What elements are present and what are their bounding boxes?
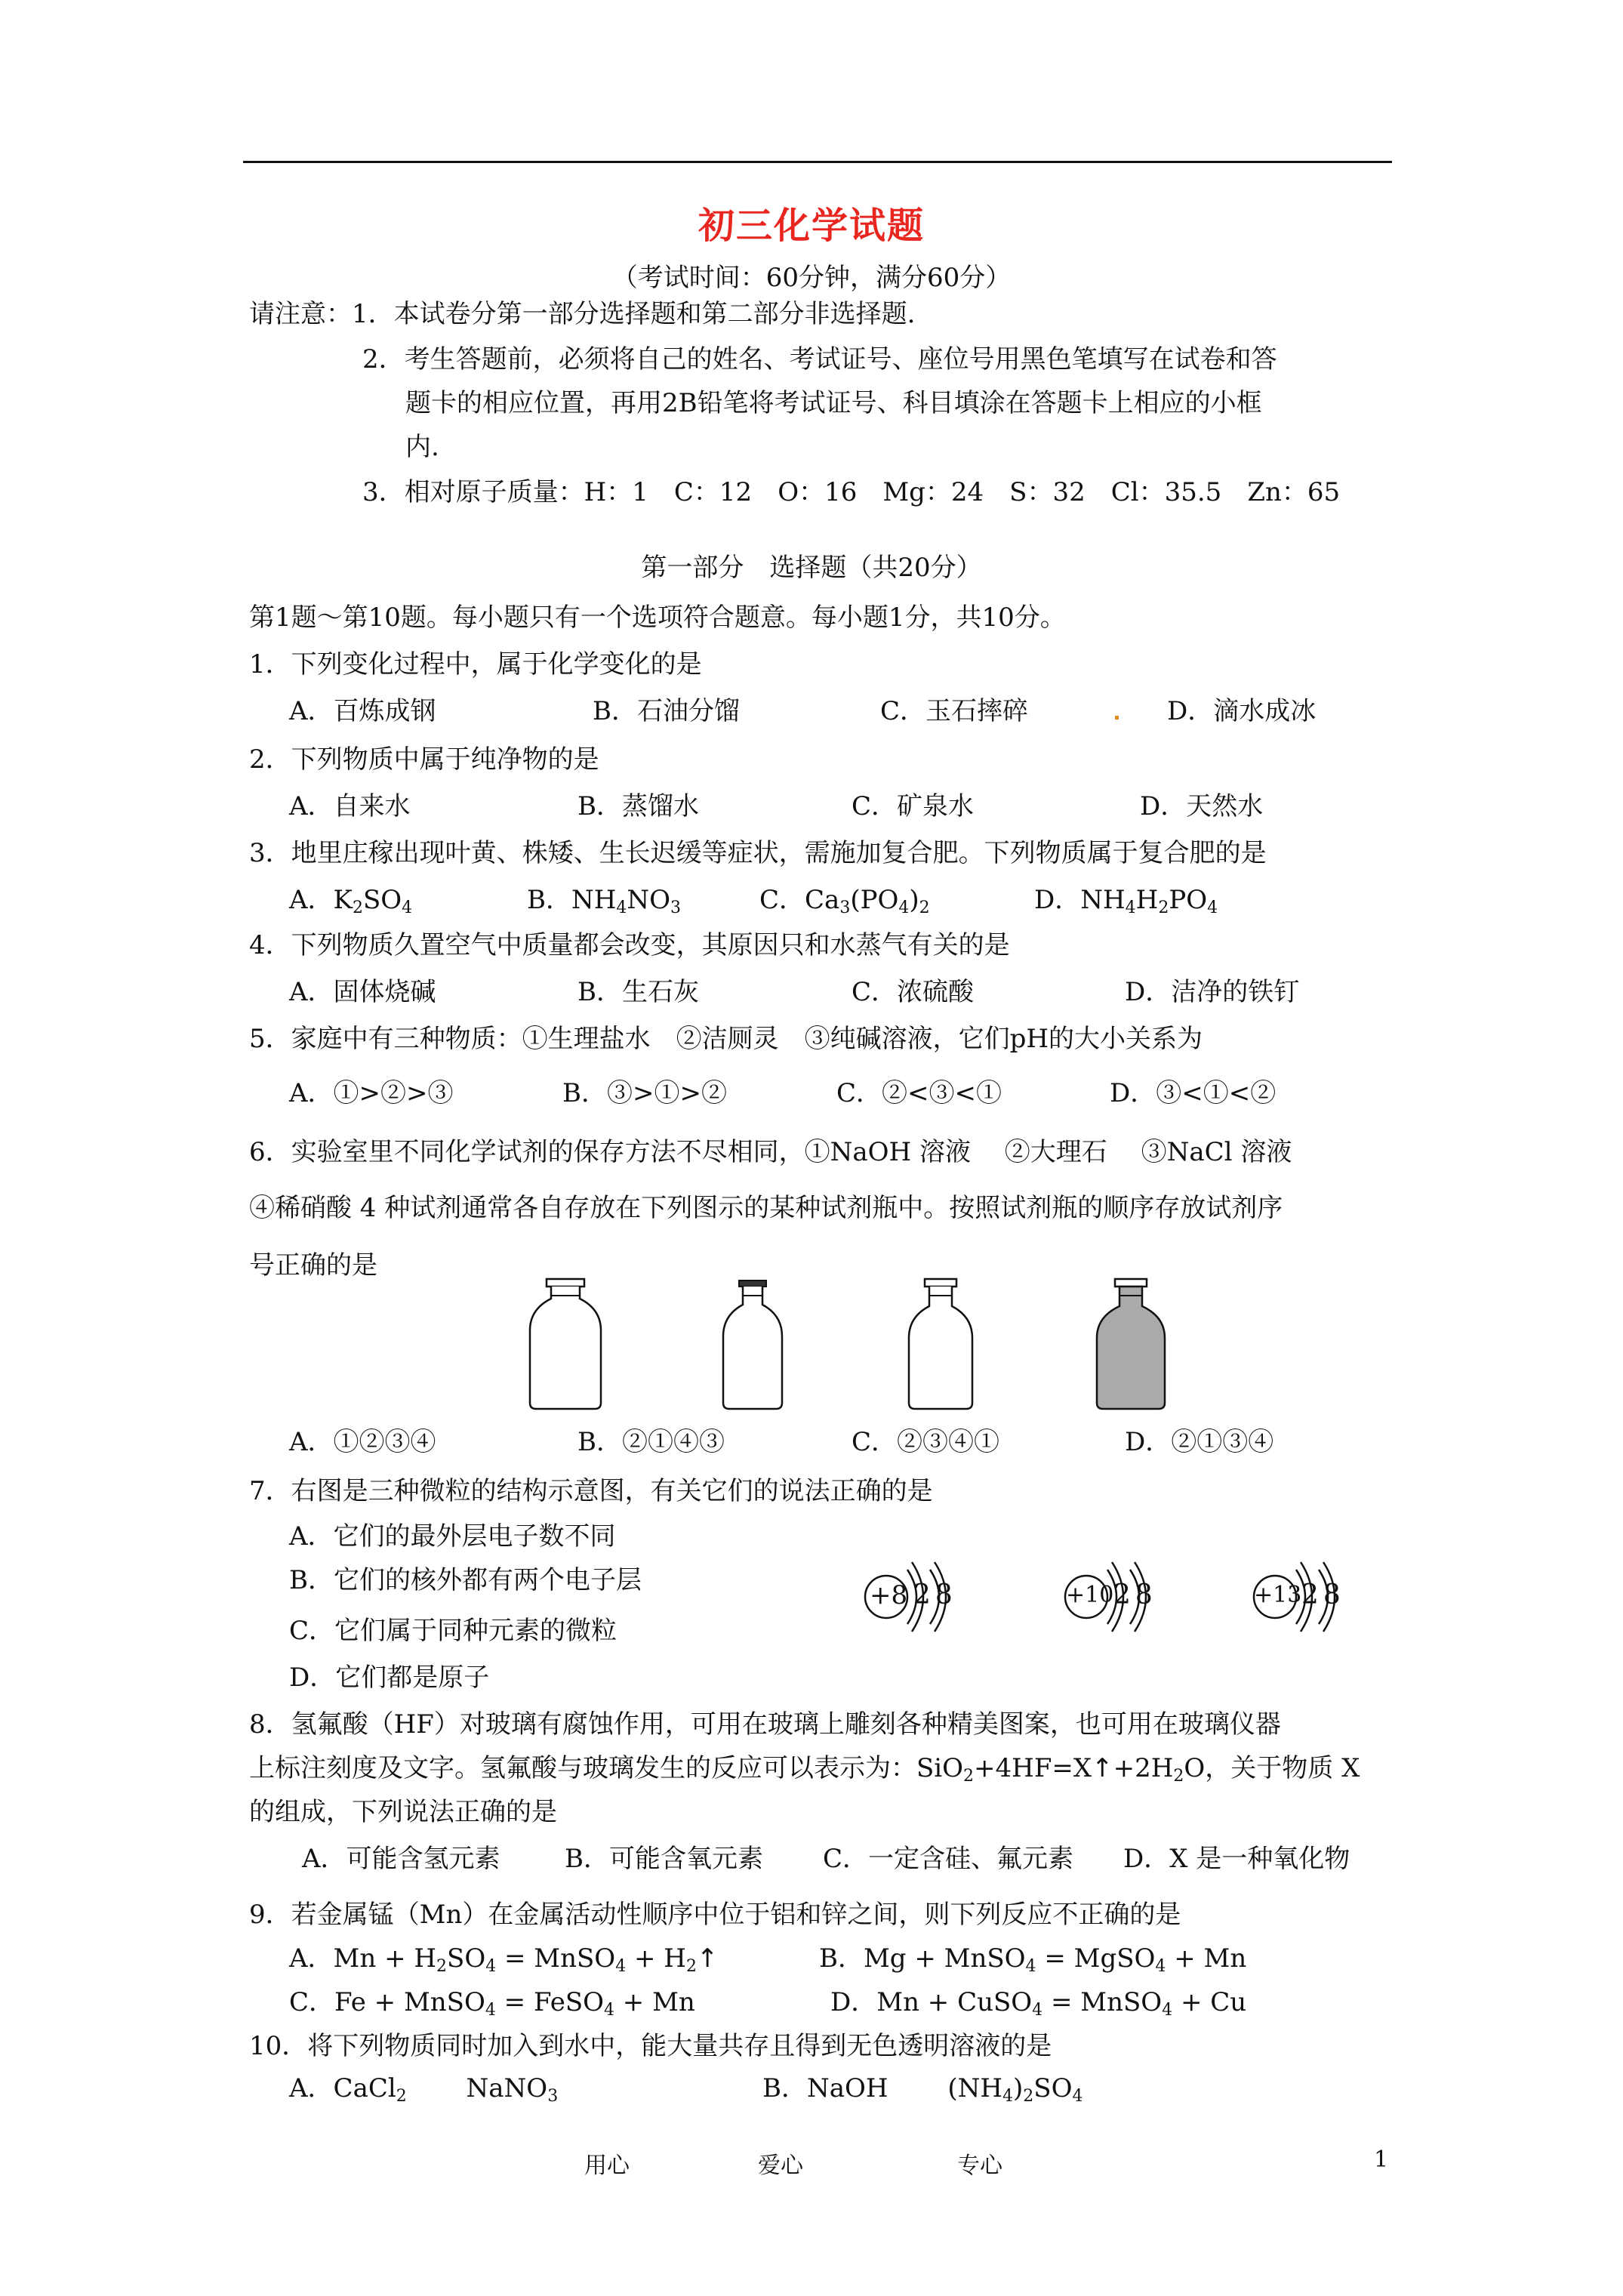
- q6-line-2: ④稀硝酸 4 种试剂通常各自存放在下列图示的某种试剂瓶中。按照试剂瓶的顺序存放试剂序: [249, 1193, 1283, 1223]
- q6-option-d: D．②①③④: [1125, 1427, 1274, 1457]
- q2-option-d: D．天然水: [1140, 791, 1264, 821]
- header-rule: [243, 161, 1392, 163]
- q7-option-c: C．它们属于同种元素的微粒: [289, 1616, 617, 1646]
- q1-option-d: D．滴水成冰: [1167, 696, 1317, 726]
- q9-stem: 9．若金属锰（Mn）在金属活动性顺序中位于铝和锌之间，则下列反应不正确的是: [249, 1900, 1181, 1930]
- q1-option-c: C．玉石摔碎: [880, 696, 1029, 726]
- exam-info: （考试时间：60分钟，满分60分）: [611, 263, 1012, 293]
- q3-option-c: C．$Ca_3(PO_4)_2$: [759, 885, 930, 917]
- note-2-line-3: 内.: [405, 432, 439, 462]
- stray-dot: [1115, 716, 1119, 720]
- q3-option-a: A．$K_2SO_4$: [289, 885, 413, 917]
- note-2-line-1: 2．考生答题前，必须将自己的姓名、考试证号、座位号用黑色笔填写在试卷和答: [362, 344, 1277, 374]
- q3-option-d: D．$NH_4H_2PO_4$: [1034, 885, 1218, 917]
- q8-line-2: 上标注刻度及文字。氢氟酸与玻璃发生的反应可以表示为：$SiO_2+4HF=X↑+2H_2O$，关于物质 X: [249, 1753, 1360, 1786]
- q6-line-1: 6．实验室里不同化学试剂的保存方法不尽相同，①NaOH 溶液 ②大理石 ③NaCl 溶液: [249, 1137, 1292, 1167]
- page-title: 初三化学试题: [698, 205, 925, 247]
- q4-stem: 4．下列物质久置空气中质量都会改变，其原因只和水蒸气有关的是: [249, 930, 1010, 960]
- q6-option-a: A．①②③④: [289, 1427, 436, 1457]
- atom-2-nucleus: +10: [1066, 1582, 1114, 1608]
- atom-1-nucleus: +8: [870, 1580, 908, 1610]
- q2-option-b: B．蒸馏水: [577, 791, 699, 821]
- q1-option-a: A．百炼成钢: [289, 696, 436, 726]
- q9-option-b: B．Mg + MnSO$_4$ = MgSO$_4$ + Mn: [819, 1943, 1247, 1976]
- q4-option-b: B．生石灰: [577, 977, 699, 1007]
- q1-option-b: B．石油分馏: [593, 696, 740, 726]
- narrow-mouth-bottle-dropper-icon: [719, 1276, 787, 1412]
- note-3: 3．相对原子质量：H：1 C：12 O：16 Mg：24 S：32 Cl：35.5 Zn：65: [362, 477, 1341, 507]
- note-1: 请注意：1．本试卷分第一部分选择题和第二部分非选择题.: [249, 299, 916, 329]
- q8-option-b: B．可能含氧元素: [565, 1844, 763, 1874]
- q10-stem: 10．将下列物质同时加入到水中，能大量共存且得到无色透明溶液的是: [249, 2031, 1052, 2061]
- q9-option-c: C．Fe + MnSO$_4$ = FeSO$_4$ + Mn: [289, 1987, 695, 2020]
- q8-line-3: 的组成，下列说法正确的是: [249, 1797, 557, 1827]
- footer-middle: 爱心: [758, 2153, 803, 2179]
- atom-2-shells: 28: [1113, 1579, 1157, 1610]
- q7-stem: 7．右图是三种微粒的结构示意图，有关它们的说法正确的是: [249, 1476, 933, 1506]
- narrow-mouth-bottle-brown-icon: [1091, 1276, 1171, 1412]
- q8-option-c: C．一定含硅、氟元素: [823, 1844, 1074, 1874]
- q6-line-3: 号正确的是: [249, 1250, 377, 1281]
- q5-stem: 5．家庭中有三种物质：①生理盐水 ②洁厕灵 ③纯碱溶液，它们pH的大小关系为: [249, 1024, 1203, 1054]
- narrow-mouth-bottle-clear-icon: [904, 1276, 977, 1412]
- note-2-line-2: 题卡的相应位置，再用2B铅笔将考试证号、科目填涂在答题卡上相应的小框: [405, 388, 1262, 418]
- wide-mouth-bottle-clear-icon: [524, 1276, 607, 1412]
- footer-right: 专心: [957, 2153, 1002, 2179]
- footer-left: 用心: [584, 2153, 630, 2179]
- q7-option-b: B．它们的核外都有两个电子层: [289, 1565, 642, 1595]
- atom-3-shells: 28: [1301, 1579, 1345, 1610]
- q8-option-d: D．X 是一种氧化物: [1123, 1844, 1350, 1874]
- q8-line-1: 8．氢氟酸（HF）对玻璃有腐蚀作用，可用在玻璃上雕刻各种精美图案，也可用在玻璃仪器: [249, 1709, 1281, 1740]
- q6-option-b: B．②①④③: [577, 1427, 725, 1457]
- q9-option-d: D．Mn + CuSO$_4$ = MnSO$_4$ + Cu: [830, 1987, 1247, 2020]
- q5-option-c: C．②<③<①: [836, 1078, 1002, 1108]
- q4-option-c: C．浓硫酸: [852, 977, 975, 1007]
- q5-option-a: A．①>②>③: [289, 1078, 454, 1108]
- q3-option-b: B．$NH_4NO_3$: [527, 885, 682, 917]
- part1-instruction: 第1题～第10题。每小题只有一个选项符合题意。每小题1分，共10分。: [249, 603, 1066, 633]
- q4-option-a: A．固体烧碱: [289, 977, 436, 1007]
- q2-stem: 2．下列物质中属于纯净物的是: [249, 744, 599, 775]
- page-number: 1: [1374, 2147, 1389, 2173]
- q5-option-b: B．③>①>②: [562, 1078, 727, 1108]
- q2-option-c: C．矿泉水: [852, 791, 975, 821]
- q1-stem: 1．下列变化过程中，属于化学变化的是: [249, 649, 702, 680]
- atom-1-shells: 28: [913, 1579, 957, 1610]
- q9-option-a: A．$Mn + H_2SO_4$ = MnSO$_4$ + $H_2↑$: [289, 1943, 719, 1976]
- q6-option-c: C．②③④①: [852, 1427, 1000, 1457]
- q7-option-a: A．它们的最外层电子数不同: [289, 1521, 616, 1552]
- q7-option-d: D．它们都是原子: [289, 1663, 490, 1693]
- atom-3-nucleus: +13: [1254, 1582, 1302, 1608]
- q8-option-a: A．可能含氢元素: [302, 1844, 500, 1874]
- q2-option-a: A．自来水: [289, 791, 411, 821]
- q10-option-a: A．CaCl$_2$ NaNO$_3$: [289, 2073, 559, 2106]
- q5-option-d: D．③<①<②: [1110, 1078, 1277, 1108]
- part1-heading: 第一部分 选择题（共20分）: [641, 553, 982, 583]
- q4-option-d: D．洁净的铁钉: [1125, 977, 1300, 1007]
- q10-option-b: B．NaOH $(NH_4)_2SO_4$: [762, 2073, 1083, 2106]
- q3-stem: 3．地里庄稼出现叶黄、株矮、生长迟缓等症状，需施加复合肥。下列物质属于复合肥的是: [249, 838, 1267, 868]
